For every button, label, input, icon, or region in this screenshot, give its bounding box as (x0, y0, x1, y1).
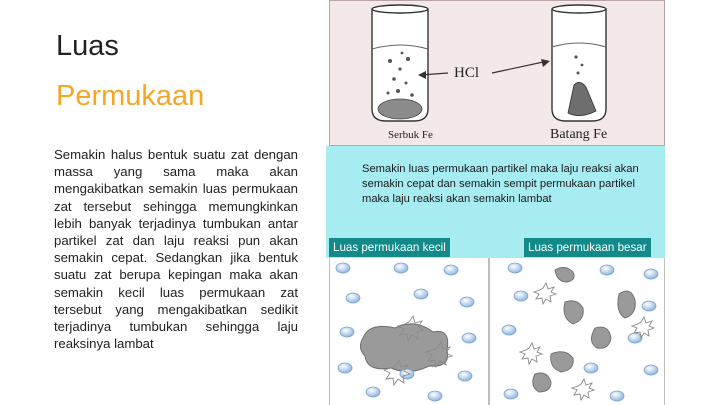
powder-label: Serbuk Fe (388, 129, 433, 141)
test-tubes-drawing (330, 1, 665, 146)
left-tube-mouth (372, 5, 428, 13)
particles-drawing (329, 258, 665, 405)
iron-powder (378, 99, 422, 119)
right-arrow-line (492, 61, 548, 73)
slide-title-line-1: Luas (56, 30, 119, 62)
rod-label: Batang Fe (550, 127, 608, 142)
info-box-text: Semakin luas permukaan partikel maka laju reaksi akan semakin cepat dan semakin sempit permukaan partikel maka laju reaksi akan semakin lambat (362, 163, 639, 206)
right-arrow-head (541, 59, 550, 67)
small-solid-pieces (533, 267, 636, 392)
large-surface-label: Luas permukaan besar (524, 238, 651, 257)
slide-title-line-2: Permukaan (56, 80, 205, 112)
acid-label: HCl (454, 65, 480, 81)
experiment-illustration (329, 0, 665, 146)
large-solid-piece (360, 324, 447, 372)
right-tube-mouth (552, 5, 606, 13)
comparison-diagram (329, 258, 665, 405)
body-paragraph: Semakin halus bentuk suatu zat dengan massa yang sama maka akan mengakibatkan semakin luas permukaan zat tersebut sehingga memungkinkan lebih banyak terjadinya tumbukan antar partikel zat dan laju reaksi pun akan semakin cepat. Sedangkan jika bentuk suatu zat berupa kepingan maka akan semakin kecil luas permukaan zat tersebut yang mengakibatkan sedikit terjadinya tumbukan sehingga laju reaksinya lambat (54, 147, 298, 352)
small-surface-label: Luas permukaan kecil (329, 238, 450, 257)
